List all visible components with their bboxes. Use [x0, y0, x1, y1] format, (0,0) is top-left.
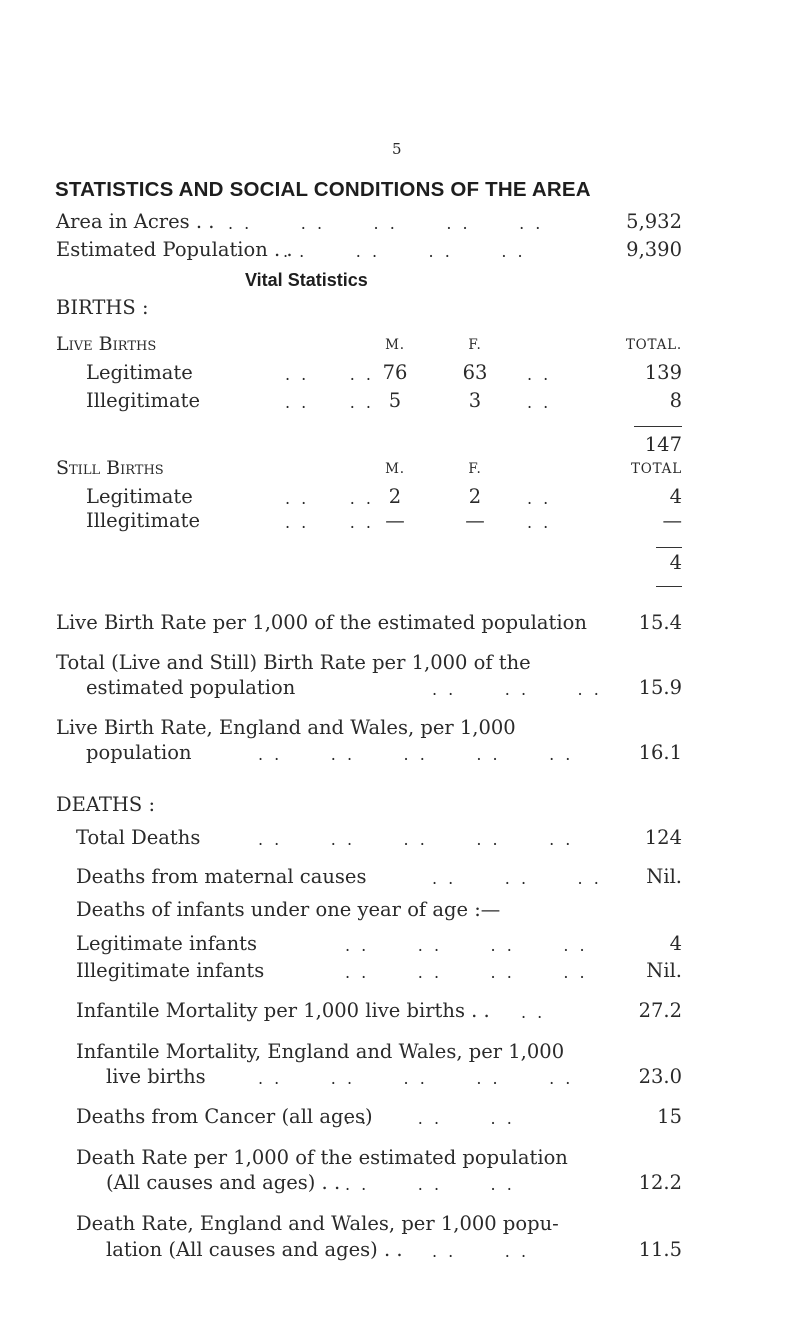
infant-mortality-label: Infantile Mortality per 1,000 live births . . [76, 999, 490, 1022]
still-births-sum: 4 [669, 551, 682, 574]
leader-dots: . . . . . . . . . . [228, 214, 544, 233]
leader-dots: . . . . . . . . . . [258, 745, 574, 764]
col-f: F. [468, 461, 482, 477]
leader-dots: . . . . . . [432, 869, 602, 888]
leader-dots: . . . . . . . . . . [258, 830, 574, 849]
rate-label: Total (Live and Still) Birth Rate per 1,000 of the [56, 651, 531, 674]
cell-m: 76 [382, 361, 408, 384]
infant-mortality-value: 27.2 [638, 999, 682, 1022]
rate-value: 15.4 [638, 611, 682, 634]
cell-m: 5 [388, 389, 402, 412]
cell-m: — [385, 509, 405, 532]
live-births-heading: Live Births [56, 333, 157, 355]
death-rate-value: 12.2 [638, 1171, 682, 1194]
leader-dots: . . . . . . [432, 680, 602, 699]
area-value: 5,932 [626, 210, 682, 233]
cell-total: 139 [644, 361, 682, 384]
rate-label: Live Birth Rate per 1,000 of the estimated population [56, 611, 587, 634]
deaths-heading: DEATHS : [56, 793, 156, 816]
illegitimate-infants-value: Nil. [646, 959, 682, 982]
rate-label-cont: population [86, 741, 192, 764]
col-total: TOTAL [630, 461, 682, 477]
cell-f: 2 [468, 485, 482, 508]
area-label: Area in Acres . . [56, 210, 215, 233]
death-rate-label-cont: (All causes and ages) . . [106, 1171, 341, 1194]
leader-dots: . . . . . . [345, 1109, 515, 1128]
cell-f: 63 [462, 361, 488, 384]
population-value: 9,390 [626, 238, 682, 261]
still-births-heading: Still Births [56, 457, 164, 479]
page-number: 5 [392, 140, 402, 158]
cancer-deaths-label: Deaths from Cancer (all ages) [76, 1105, 373, 1128]
rate-value: 16.1 [638, 741, 682, 764]
maternal-deaths-value: Nil. [646, 865, 682, 888]
leader-dots: . . . . [285, 393, 374, 412]
maternal-deaths-label: Deaths from maternal causes [76, 865, 367, 888]
leader-dots: . . . . [432, 1242, 530, 1261]
cell-total: 8 [669, 389, 682, 412]
total-deaths-value: 124 [644, 826, 682, 849]
infant-mortality-ew-label-cont: live births [106, 1065, 206, 1088]
leader-dots: . . . . [285, 489, 374, 508]
row-label: Legitimate [86, 485, 193, 508]
death-rate-label: Death Rate per 1,000 of the estimated population [76, 1146, 568, 1169]
leader-dots: . . . . [285, 513, 374, 532]
legitimate-infants-label: Legitimate infants [76, 932, 258, 955]
col-m: M. [385, 337, 405, 353]
leader-dots: . . . . . . [345, 1175, 515, 1194]
leader-dots: . . . . . . . . . . [258, 1069, 574, 1088]
total-deaths-label: Total Deaths [76, 826, 201, 849]
leader-dots: . . . . . . . . [283, 242, 526, 261]
cell-f: 3 [468, 389, 482, 412]
row-label: Illegitimate [86, 509, 201, 532]
rate-label: Live Birth Rate, England and Wales, per 1,000 [56, 716, 516, 739]
death-rate-ew-value: 11.5 [638, 1238, 682, 1261]
sum-rule [656, 547, 682, 548]
leader-dots: . . [527, 489, 552, 508]
leader-dots: . . [527, 513, 552, 532]
cell-m: 2 [388, 485, 402, 508]
leader-dots: . . . . [285, 365, 374, 384]
col-f: F. [468, 337, 482, 353]
leader-dots: . . [527, 365, 552, 384]
row-label: Illegitimate [86, 389, 201, 412]
cell-f: — [465, 509, 485, 532]
sum-rule [634, 426, 682, 427]
leader-dots: . . . . . . . . [345, 963, 588, 982]
leader-dots: . . [521, 1003, 546, 1022]
col-total: TOTAL. [625, 337, 682, 353]
rate-value: 15.9 [638, 676, 682, 699]
cancer-deaths-value: 15 [657, 1105, 682, 1128]
illegitimate-infants-label: Illegitimate infants [76, 959, 265, 982]
death-rate-ew-label-cont: lation (All causes and ages) . . [106, 1238, 403, 1261]
births-heading: BIRTHS : [56, 296, 149, 319]
infant-deaths-heading: Deaths of infants under one year of age :— [76, 898, 501, 921]
legitimate-infants-value: 4 [669, 932, 682, 955]
cell-total: 4 [669, 485, 682, 508]
rate-label-cont: estimated population [86, 676, 296, 699]
infant-mortality-ew-label: Infantile Mortality, England and Wales, per 1,000 [76, 1040, 565, 1063]
col-m: M. [385, 461, 405, 477]
leader-dots: . . [527, 393, 552, 412]
row-label: Legitimate [86, 361, 193, 384]
vital-statistics-heading: Vital Statistics [245, 270, 368, 290]
page-title: STATISTICS AND SOCIAL CONDITIONS OF THE AREA [55, 178, 591, 201]
infant-mortality-ew-value: 23.0 [638, 1065, 682, 1088]
population-label: Estimated Population . . [56, 238, 293, 261]
leader-dots: . . . . . . . . [345, 936, 588, 955]
sum-rule [656, 586, 682, 587]
cell-total: — [662, 509, 682, 532]
live-births-sum: 147 [644, 433, 682, 456]
death-rate-ew-label: Death Rate, England and Wales, per 1,000 popu- [76, 1212, 559, 1235]
